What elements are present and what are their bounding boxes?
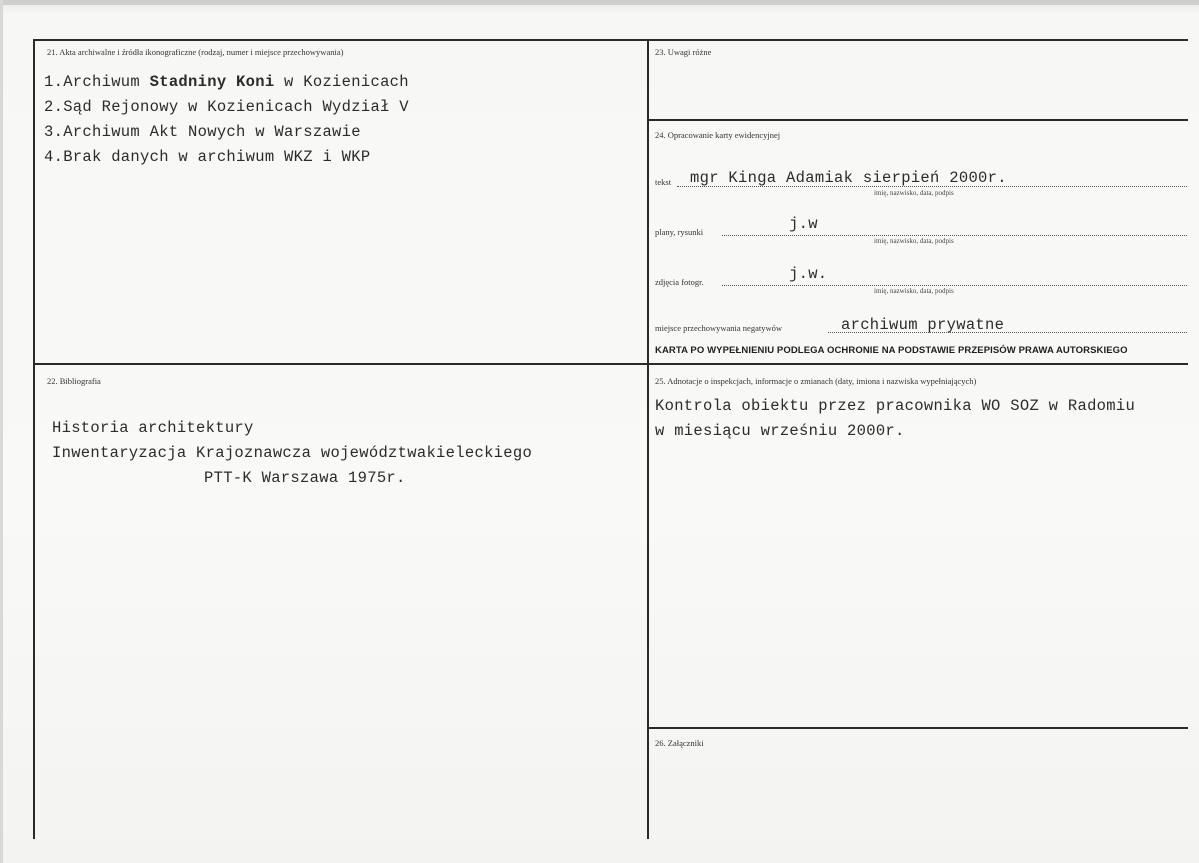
center-divider <box>647 39 649 839</box>
middle-rule <box>33 363 1188 365</box>
zdjecia-value: j.w. <box>789 265 828 283</box>
plany-dotted-line <box>722 235 1187 236</box>
bibliography-line-2: Inwentaryzacja Krajoznawcza województwakieleckiego <box>52 444 533 462</box>
plany-label: plany, rysunki <box>655 227 704 237</box>
zdjecia-label: zdjęcia fotogr. <box>655 277 704 287</box>
zdjecia-sub-label: imię, nazwisko, data, podpis <box>874 287 954 295</box>
tekst-sub-label: imię, nazwisko, data, podpis <box>874 189 954 197</box>
section22-label: 22. Bibliografia <box>47 376 101 386</box>
archive-line-3: 3.Archiwum Akt Nowych w Warszawie <box>44 123 361 141</box>
card-left-edge <box>0 0 3 863</box>
plany-value: j.w <box>789 215 818 233</box>
rule-25-26 <box>648 727 1188 729</box>
bibliography-line-3: PTT-K Warszawa 1975r. <box>204 469 406 487</box>
miejsce-label: miejsce przechowywania negatywów <box>655 323 782 333</box>
tekst-value: mgr Kinga Adamiak sierpień 2000r. <box>690 169 1007 187</box>
archive-line-1-bold: Stadniny Koni <box>149 73 275 91</box>
section23-label: 23. Uwagi różne <box>655 47 712 57</box>
tekst-label: tekst <box>655 177 672 187</box>
section26-label: 26. Załączniki <box>655 738 704 748</box>
archive-line-2: 2.Sąd Rejonowy w Kozienicach Wydział V <box>44 98 409 116</box>
zdjecia-dotted-line <box>722 285 1187 286</box>
annotation-line-1: Kontrola obiektu przez pracownika WO SOZ w Radomiu <box>655 397 1136 415</box>
miejsce-value: archiwum prywatne <box>841 316 1005 334</box>
plany-sub-label: imię, nazwisko, data, podpis <box>874 237 954 245</box>
bibliography-line-1: Historia architektury <box>52 419 254 437</box>
card-top-edge <box>0 0 1199 5</box>
archive-line-1-end: w Kozienicach <box>274 73 409 91</box>
top-rule <box>33 39 1188 41</box>
annotation-line-2: w miesiącu wrześniu 2000r. <box>655 422 905 440</box>
section24-label: 24. Opracowanie karty ewidencyjnej <box>655 130 781 140</box>
archive-line-4: 4.Brak danych w archiwum WKZ i WKP <box>44 148 371 166</box>
left-frame <box>33 39 35 839</box>
copyright-note: KARTA PO WYPEŁNIENIU PODLEGA OCHRONIE NA PODSTAWIE PRZEPISÓW PRAWA AUTORSKIEGO <box>655 345 1128 356</box>
archive-line-1 <box>44 73 409 91</box>
section25-label: 25. Adnotacje o inspekcjach, informacje o zmianach (daty, imiona i nazwiska wypełniających) <box>655 376 977 386</box>
section21-label: 21. Akta archiwalne i źródła ikonograficzne (rodzaj, numer i miejsce przechowywania) <box>47 47 344 57</box>
archive-line-1-start: 1.Archiwum <box>44 73 150 91</box>
rule-23-24 <box>648 119 1188 121</box>
